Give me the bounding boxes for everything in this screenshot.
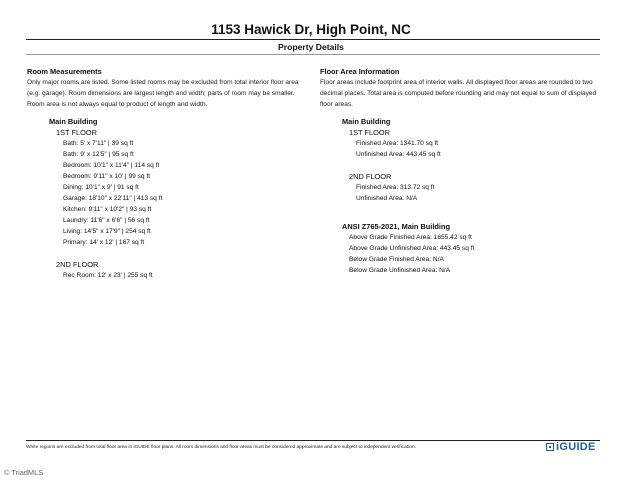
room-item: Bedroom: 10'1" x 11'4" | 114 sq ft [63, 162, 160, 169]
room-item: Primary: 14' x 12' | 167 sq ft [63, 239, 145, 246]
floor-area-heading: Floor Area Information [320, 67, 400, 76]
area-item: Unfinished Area: 443.45 sq ft [356, 151, 441, 158]
ansi-item: Below Grade Finished Area: N/A [349, 256, 444, 263]
room-item: Bath: 9' x 12'5" | 95 sq ft [63, 151, 134, 158]
mls-watermark: © TriadMLS [4, 468, 44, 477]
floor-label-2nd: 2ND FLOOR [56, 260, 99, 269]
area-item: Finished Area: 1341.70 sq ft [356, 140, 439, 147]
floor-label-1st: 1ST FLOOR [349, 128, 390, 137]
room-measurements-heading: Room Measurements [27, 67, 102, 76]
room-item: Bedroom: 9'11" x 10' | 99 sq ft [63, 173, 151, 180]
iguide-logo-text: iGUIDE [556, 441, 596, 453]
title-divider [26, 39, 600, 40]
area-item: Unfinished Area: N/A [356, 195, 418, 202]
room-measurements-note: Only major rooms are listed. Some listed rooms may be excluded from total interior floor area (e.g. garage). Room dimensions are largest length and width; parts of room may be smaller. Room area is not always equal to product of length and width. [27, 79, 299, 108]
ansi-heading: ANSI Z765-2021, Main Building [342, 222, 451, 231]
floor-area-note: Floor areas include footprint area of interior walls. All displayed floor areas are rounded to two decimal places. Total area is computed before rounding and may not equal to sum of displayed floor areas. [320, 79, 597, 108]
floor-label-1st: 1ST FLOOR [56, 128, 97, 137]
floor-area-section [320, 66, 602, 276]
footer-disclaimer: White regions are excluded from total floor area in iGUIDE floor plans. All room dimensions and floor areas must be considered approximate and are subject to independent verification. [26, 445, 416, 450]
room-measurements-section [27, 66, 310, 281]
iguide-logo-icon [546, 443, 554, 451]
page-title: 1153 Hawick Dr, High Point, NC [211, 22, 411, 37]
room-list-1st [27, 138, 310, 248]
room-item: Laundry: 11'6" x 6'6" | 56 sq ft [63, 217, 150, 224]
ansi-item: Below Grade Unfinished Area: N/A [349, 267, 451, 274]
iguide-logo [546, 441, 596, 453]
room-item: Living: 14'5" x 17'9" | 254 sq ft [63, 228, 151, 235]
room-item: Dining: 10'1" x 9' | 91 sq ft [63, 184, 139, 191]
ansi-item: Above Grade Unfinished Area: 443.45 sq ft [349, 245, 475, 252]
building-label: Main Building [342, 117, 391, 126]
subtitle-divider [26, 54, 600, 55]
page-subtitle: Property Details [278, 42, 344, 52]
room-item: Garage: 18'10" x 22'11" | 413 sq ft [63, 195, 163, 202]
footer-divider [26, 440, 600, 441]
room-item: Kitchen: 9'11" x 10'2" | 93 sq ft [63, 206, 152, 213]
building-label: Main Building [49, 117, 98, 126]
ansi-item: Above Grade Finished Area: 1655.42 sq ft [349, 234, 472, 241]
room-item: Rec Room: 12' x 23' | 255 sq ft [63, 272, 153, 279]
area-item: Finished Area: 313.72 sq ft [356, 184, 435, 191]
floor-label-2nd: 2ND FLOOR [349, 172, 392, 181]
room-item: Bath: 5' x 7'11" | 39 sq ft [63, 140, 134, 147]
